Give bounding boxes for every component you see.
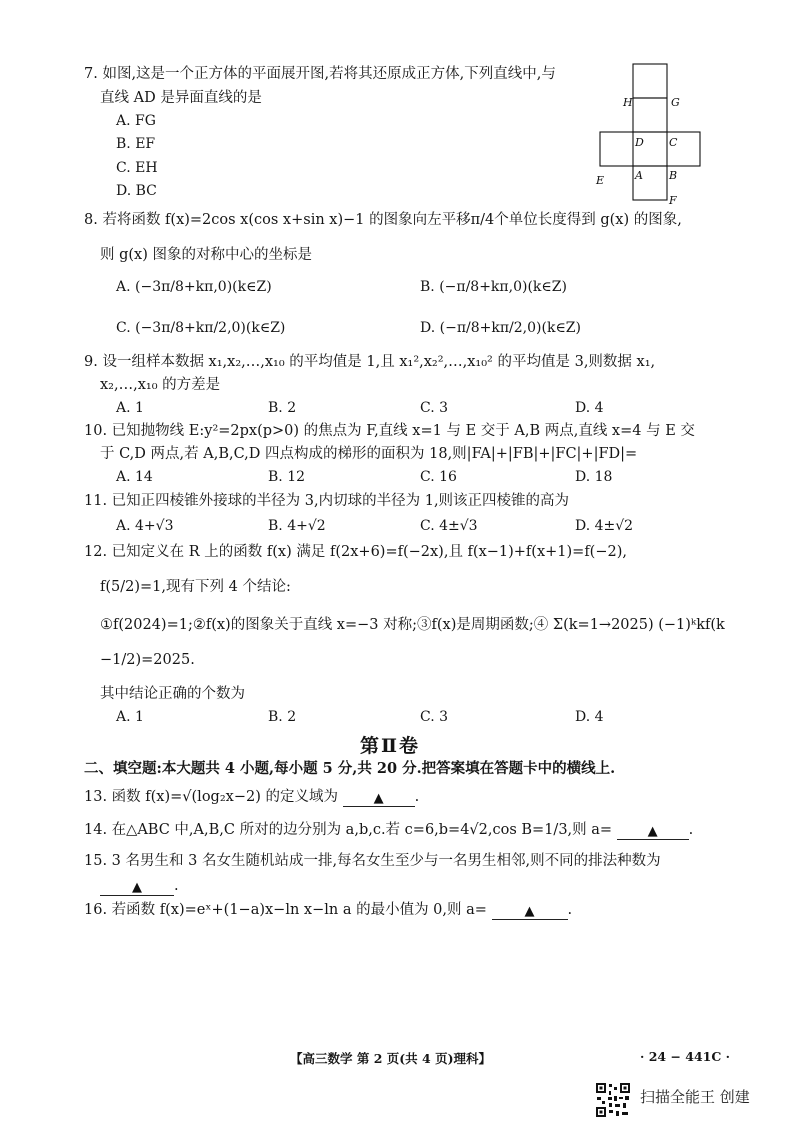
label-e: E: [596, 174, 605, 187]
section-2-heading: 二、填空题:本大题共 4 小题,每小题 5 分,共 20 分.把答案填在答题卡中的横线上.: [84, 760, 616, 777]
q12-stem-line3: ①f(2024)=1;②f(x)的图象关于直线 x=−3 对称;③f(x)是周期函数;④ Σ(k=1→2025) (−1)ᵏkf(k: [100, 617, 725, 633]
paper-code: · 24 − 441C ·: [640, 1049, 731, 1064]
q13-row: [84, 787, 419, 807]
label-f: F: [669, 194, 677, 207]
q7-option-c: C. EH: [116, 160, 158, 176]
scanner-watermark: 扫描全能王 创建: [640, 1088, 750, 1106]
label-a: A: [635, 169, 643, 182]
q7-option-d: D. BC: [116, 183, 157, 199]
label-d: D: [635, 136, 644, 149]
q14-row: [84, 820, 693, 840]
page-footer: 【高三数学 第 2 页(共 4 页)理科】: [290, 1051, 491, 1066]
net-middle-row: [600, 132, 700, 166]
q9-option-a: A. 1: [116, 400, 144, 416]
q12-option-b: B. 2: [268, 709, 297, 725]
label-g: G: [671, 96, 680, 109]
q12-stem-line5: 其中结论正确的个数为: [100, 686, 245, 702]
q12-stem-line2: f(5/2)=1,现有下列 4 个结论:: [100, 579, 291, 595]
section-2-title: 第Ⅱ卷: [360, 735, 421, 757]
q7-stem-line1: 7. 如图,这是一个正方体的平面展开图,若将其还原成正方体,下列直线中,与: [84, 66, 556, 82]
q14-stem: 14. 在△ABC 中,A,B,C 所对的边分别为 a,b,c.若 c=6,b=4√2,cos B=1/3,则 a=: [84, 822, 613, 838]
cube-net-figure: [590, 62, 710, 212]
q8-option-c: C. (−3π/8+kπ/2,0)(k∈Z): [116, 320, 286, 336]
q8-stem-line2: 则 g(x) 图象的对称中心的坐标是: [100, 247, 312, 263]
blank-marker-icon: ▲: [647, 824, 658, 839]
label-b: B: [669, 169, 678, 182]
q16-row: [84, 900, 572, 920]
q10-option-c: C. 16: [420, 469, 457, 485]
q9-stem-line2: x₂,…,x₁₀ 的方差是: [100, 377, 221, 393]
label-c: C: [669, 136, 678, 149]
q9-option-d: D. 4: [575, 400, 604, 416]
q12-option-a: A. 1: [116, 709, 144, 725]
q11-option-d: D. 4±√2: [575, 518, 634, 534]
q12-option-c: C. 3: [420, 709, 449, 725]
q15-end: .: [174, 878, 179, 894]
q15-stem-line1: 15. 3 名男生和 3 名女生随机站成一排,每名女生至少与一名男生相邻,则不同的排法种数为: [84, 853, 661, 869]
q13-end: .: [414, 789, 420, 805]
q13-stem: 13. 函数 f(x)=√(log₂x−2) 的定义域为: [84, 789, 338, 805]
q14-answer-blank[interactable]: [617, 821, 689, 840]
q7-option-b: B. EF: [116, 136, 156, 152]
q12-stem-line1: 12. 已知定义在 R 上的函数 f(x) 满足 f(2x+6)=f(−2x),且 f(x−1)+f(x+1)=f(−2),: [84, 544, 627, 560]
q16-stem: 16. 若函数 f(x)=eˣ+(1−a)x−ln x−ln a 的最小值为 0,则 a=: [84, 902, 487, 918]
q11-option-a: A. 4+√3: [116, 518, 174, 534]
q10-option-d: D. 18: [575, 469, 613, 485]
q7-stem-line2: 直线 AD 是异面直线的是: [100, 90, 262, 106]
q11-option-c: C. 4±√3: [420, 518, 478, 534]
q12-stem-line4: −1/2)=2025.: [100, 652, 195, 668]
blank-marker-icon: ▲: [132, 880, 142, 895]
q9-option-b: B. 2: [268, 400, 297, 416]
q8-option-d: D. (−π/8+kπ/2,0)(k∈Z): [420, 320, 581, 336]
q15-answer-blank[interactable]: [100, 877, 174, 896]
q15-answer-row: [100, 876, 179, 896]
q10-stem-line1: 10. 已知抛物线 E:y²=2px(p>0) 的焦点为 F,直线 x=1 与 E 交于 A,B 两点,直线 x=4 与 E 交: [84, 423, 695, 439]
blank-marker-icon: ▲: [524, 904, 535, 919]
q16-end: .: [567, 902, 573, 918]
q11-option-b: B. 4+√2: [268, 518, 326, 534]
q9-stem-line1: 9. 设一组样本数据 x₁,x₂,…,x₁₀ 的平均值是 1,且 x₁²,x₂²,…,x₁₀² 的平均值是 3,则数据 x₁,: [84, 354, 656, 370]
q10-stem-line2: 于 C,D 两点,若 A,B,C,D 四点构成的梯形的面积为 18,则|FA|+|FB|+|FC|+|FD|=: [100, 446, 638, 462]
net-square-1: [633, 64, 667, 98]
q12-option-d: D. 4: [575, 709, 604, 725]
q8-option-a: A. (−3π/8+kπ,0)(k∈Z): [116, 279, 272, 295]
qr-code-icon: [595, 1082, 631, 1118]
q10-option-b: B. 12: [268, 469, 306, 485]
q16-answer-blank[interactable]: [492, 901, 568, 920]
blank-marker-icon: ▲: [373, 791, 384, 806]
label-h: H: [623, 96, 633, 109]
q7-option-a: A. FG: [116, 113, 156, 129]
q8-stem-line1: 8. 若将函数 f(x)=2cos x(cos x+sin x)−1 的图象向左平移π/4个单位长度得到 g(x) 的图象,: [84, 212, 682, 228]
q14-end: .: [688, 822, 694, 838]
q13-answer-blank[interactable]: [343, 788, 415, 807]
q9-option-c: C. 3: [420, 400, 449, 416]
q8-option-b: B. (−π/8+kπ,0)(k∈Z): [420, 279, 567, 295]
q10-option-a: A. 14: [116, 469, 153, 485]
q11-stem-line1: 11. 已知正四棱锥外接球的半径为 3,内切球的半径为 1,则该正四棱锥的高为: [84, 493, 570, 509]
net-square-2: [633, 98, 667, 132]
